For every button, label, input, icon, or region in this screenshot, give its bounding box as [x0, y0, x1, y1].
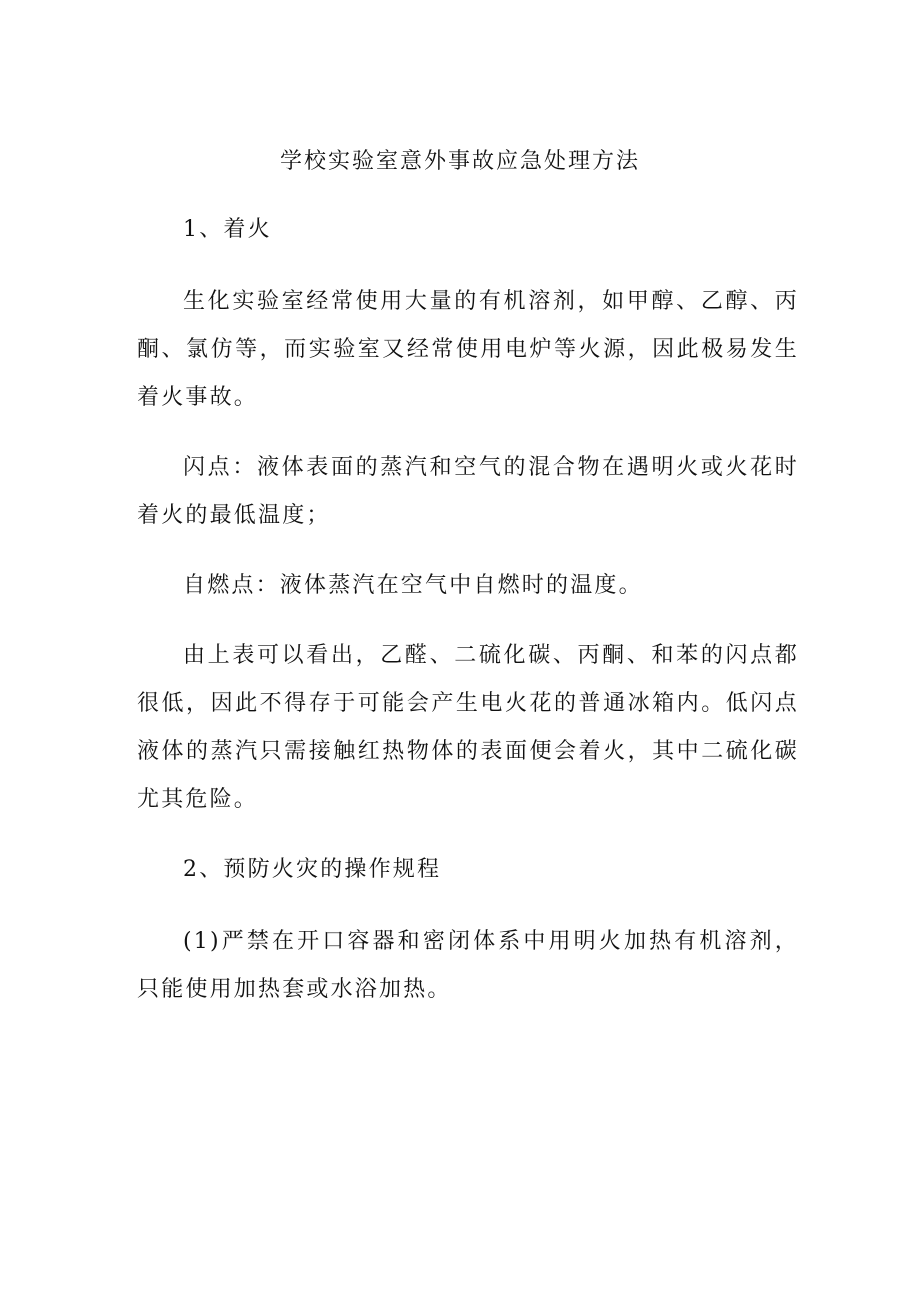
section-heading-fire-prevention: 2、预防火灾的操作规程: [183, 857, 442, 882]
paragraph-solvent-risk: 生化实验室经常使用大量的有机溶剂，如甲醇、乙醇、丙酮、氯仿等，而实验室又经常使用电炉等火源，因此极易发生着火事故。: [137, 289, 799, 410]
document-body: [137, 206, 799, 1036]
page-title: 学校实验室意外事故应急处理方法: [279, 149, 640, 174]
paragraph-flash-point: 闪点：液体表面的蒸汽和空气的混合物在遇明火或火花时着火的最低温度；: [137, 455, 799, 528]
paragraph-rule-1: (1)严禁在开口容器和密闭体系中用明火加热有机溶剂，只能使用加热套或水浴加热。: [137, 929, 799, 1002]
paragraph-autoignition: 自燃点：液体蒸汽在空气中自燃时的温度。: [183, 573, 643, 598]
paragraph-low-flash-liquids: 由上表可以看出，乙醛、二硫化碳、丙酮、和苯的闪点都很低，因此不得存于可能会产生电火花的普通冰箱内。低闪点液体的蒸汽只需接触红热物体的表面便会着火，其中二硫化碳尤其危险。: [137, 643, 799, 812]
section-heading-fire: 1、着火: [183, 217, 272, 242]
